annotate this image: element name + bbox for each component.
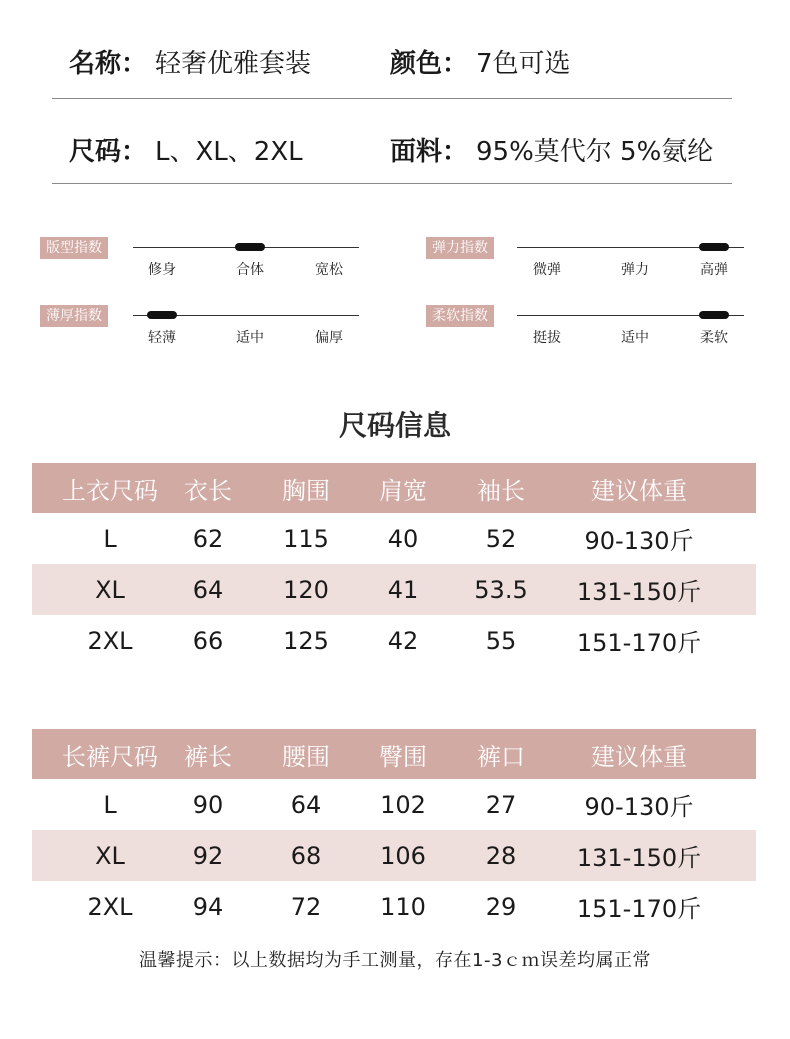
header-cell: 肩宽 [379, 476, 427, 505]
table-cell: 120 [283, 575, 329, 604]
table-cell: 110 [380, 892, 426, 921]
name-label: 名称： [69, 49, 148, 79]
thickness-index-tag: 薄厚指数 [40, 305, 108, 327]
color-label: 颜色： [390, 49, 469, 79]
table-header-row [32, 463, 756, 513]
info-row-2 [52, 110, 732, 194]
header-cell: 裤长 [184, 742, 232, 771]
table-row [32, 881, 756, 932]
measurement-note: 温馨提示：以上数据均为手工测量，存在1-3ｃｍ误差均属正常 [139, 950, 651, 971]
fit-option-2: 合体 [236, 262, 264, 278]
table-cell: XL [95, 841, 125, 870]
thickness-option-3: 偏厚 [315, 330, 343, 346]
table-cell: 90-130斤 [584, 793, 694, 821]
elastic-index-tag: 弹力指数 [426, 237, 494, 259]
table-cell: 115 [283, 524, 329, 553]
thickness-index [40, 305, 360, 365]
elastic-index-marker [699, 243, 729, 251]
header-cell: 建议体重 [591, 742, 687, 771]
table-cell: 27 [485, 790, 517, 819]
table-cell: 151-170斤 [576, 895, 702, 923]
table-cell: 151-170斤 [576, 629, 702, 657]
info-row-1 [52, 22, 732, 106]
thickness-option-1: 轻薄 [148, 330, 176, 346]
header-cell: 长裤尺码 [62, 742, 158, 771]
header-cell: 胸围 [282, 476, 330, 505]
table-row [32, 779, 756, 830]
table-cell: 90-130斤 [584, 527, 694, 555]
fit-index-marker [235, 243, 265, 251]
size-value: L、XL、2XL [155, 137, 303, 167]
table-cell: 40 [387, 524, 419, 553]
fit-option-3: 宽松 [315, 262, 343, 278]
pants-size-table [32, 729, 756, 932]
table-row [32, 564, 756, 615]
name-value: 轻奢优雅套装 [155, 49, 312, 79]
elastic-option-1: 微弹 [533, 262, 561, 278]
table-cell: 53.5 [474, 575, 528, 604]
softness-index-marker [699, 311, 729, 319]
table-cell: XL [95, 575, 125, 604]
table-cell: L [103, 524, 117, 553]
elastic-option-3: 高弹 [700, 262, 728, 278]
table-cell: 52 [485, 524, 517, 553]
size-label: 尺码： [69, 137, 148, 167]
elastic-index [426, 237, 746, 297]
table-cell: 2XL [87, 892, 133, 921]
header-cell: 上衣尺码 [62, 476, 158, 505]
header-cell: 臀围 [379, 742, 427, 771]
table-cell: 106 [380, 841, 426, 870]
header-cell: 裤口 [477, 742, 525, 771]
table-cell: 41 [387, 575, 419, 604]
header-cell: 衣长 [184, 476, 232, 505]
table-cell: 92 [192, 841, 224, 870]
softness-index-tag: 柔软指数 [426, 305, 494, 327]
table-cell: 2XL [87, 626, 133, 655]
fit-index-tag: 版型指数 [40, 237, 108, 259]
header-cell: 袖长 [477, 476, 525, 505]
table-cell: 42 [387, 626, 419, 655]
table-cell: 29 [485, 892, 517, 921]
color-value: 7色可选 [476, 49, 571, 79]
thickness-option-2: 适中 [236, 330, 264, 346]
thickness-index-marker [147, 311, 177, 319]
table-row [32, 830, 756, 881]
header-cell: 建议体重 [591, 476, 687, 505]
softness-option-1: 挺拔 [533, 330, 561, 346]
table-cell: 64 [290, 790, 322, 819]
table-cell: 62 [192, 524, 224, 553]
table-cell: 131-150斤 [576, 578, 702, 606]
fabric-value: 95%莫代尔 5%氨纶 [476, 137, 714, 167]
softness-index [426, 305, 746, 365]
size-info-title: 尺码信息 [338, 409, 451, 442]
table-row [32, 615, 756, 666]
table-cell: 72 [290, 892, 322, 921]
fit-index [40, 237, 360, 297]
table-cell: 28 [485, 841, 517, 870]
top-size-table [32, 463, 756, 666]
table-row [32, 513, 756, 564]
table-cell: 125 [283, 626, 329, 655]
table-cell: 64 [192, 575, 224, 604]
softness-option-2: 适中 [621, 330, 649, 346]
table-cell: 102 [380, 790, 426, 819]
softness-option-3: 柔软 [700, 330, 728, 346]
table-cell: 68 [290, 841, 322, 870]
table-cell: 90 [192, 790, 224, 819]
fit-option-1: 修身 [148, 262, 176, 278]
table-cell: 55 [485, 626, 517, 655]
table-header-row [32, 729, 756, 779]
table-cell: L [103, 790, 117, 819]
table-cell: 131-150斤 [576, 844, 702, 872]
table-cell: 94 [192, 892, 224, 921]
divider-bottom [52, 183, 732, 184]
elastic-option-2: 弹力 [621, 262, 649, 278]
header-cell: 腰围 [282, 742, 330, 771]
table-cell: 66 [192, 626, 224, 655]
fabric-label: 面料： [390, 137, 469, 167]
divider-top [52, 98, 732, 99]
